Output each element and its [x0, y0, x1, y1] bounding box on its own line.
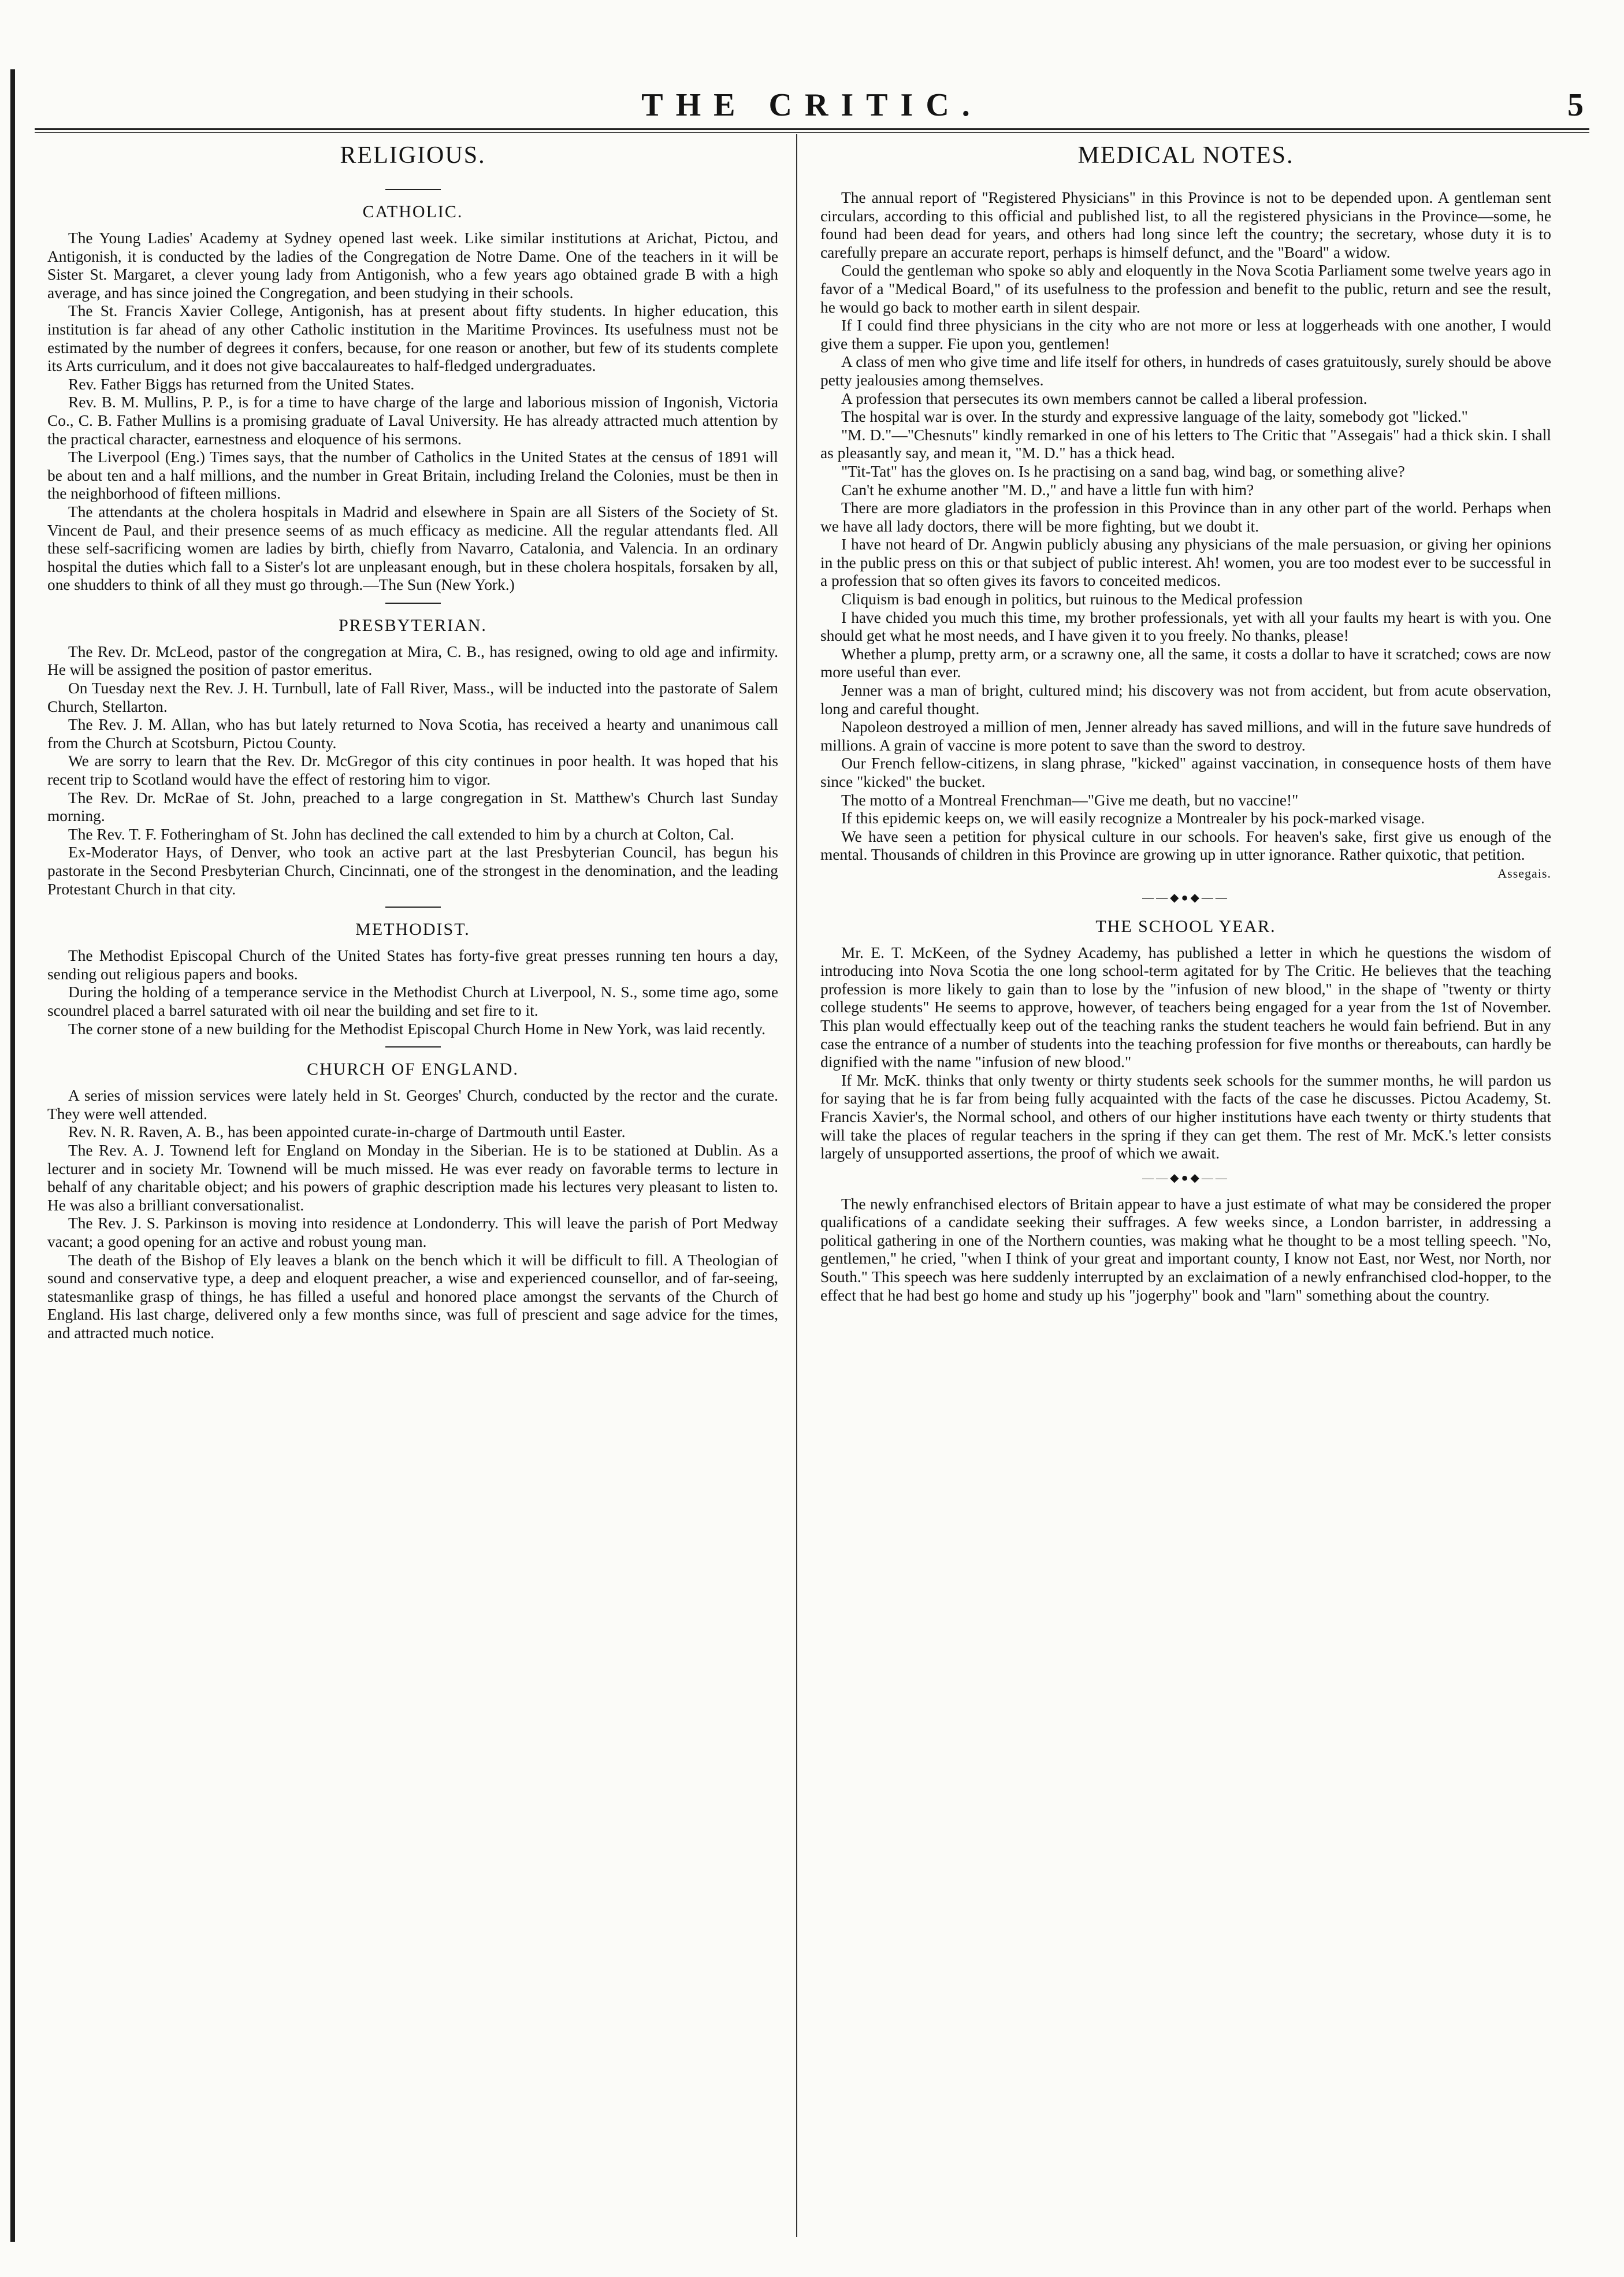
- masthead: [35, 87, 1589, 133]
- binding-edge: [10, 69, 15, 2242]
- medical-notes-heading: MEDICAL NOTES.: [1077, 142, 1294, 169]
- article-paragraph: The Young Ladies' Academy at Sydney opened last week. Like similar institutions at Arichat, Pictou, and Antigonish, it is conducted by the ladies of the Congregation de Notre Dame. One of the teachers in it will be Sister St. Margaret, a clever young lady from Antigonish, who a few years ago obtained grade B with a high average, and has since joined the Congregation, and been studying in their schools.: [47, 229, 778, 302]
- article-paragraph: The death of the Bishop of Ely leaves a blank on the bench which it will be difficult to fill. A Theologian of sound and conservative type, a deep and eloquent preacher, a wise and experienced counsellor, and of far-seeing, statesmanlike grasp of things, he has filled a useful and honored place amongst the servants of the Church of England. His last charge, delivered only a few months since, was full of prescient and sage advice for the times, and attracted much notice.: [47, 1251, 778, 1342]
- author-signature: Assegais.: [1497, 866, 1551, 881]
- section-rule: [385, 907, 441, 908]
- article-paragraph: The Rev. T. F. Fotheringham of St. John has declined the call extended to him by a church at Colton, Cal.: [68, 825, 734, 843]
- article-paragraph: If Mr. McK. thinks that only twenty or thirty students seek schools for the summer months, he will pardon us for saying that he is far from being fully acquainted with the facts of the case he discusses. Pictou Academy, St. Francis Xavier's, the Normal school, and others of our higher institutions have each twenty or thirty students that will take the places of regular teachers in the spring if they can get them. The rest of Mr. McK.'s letter consists largely of unsupported assertions, the proof of which we await.: [820, 1071, 1551, 1162]
- page-number: 5: [1567, 87, 1584, 123]
- section-rule: [385, 603, 441, 604]
- article-paragraph: Could the gentleman who spoke so ably and eloquently in the Nova Scotia Parliament some twelve years ago in favor of a "Medical Board," of its usefulness to the profession and benefit to the public, return and see the result, he would go back to mother earth in silent despair.: [820, 262, 1551, 316]
- article-paragraph: We have seen a petition for physical culture in our schools. For heaven's sake, first give us enough of the mental. Thousands of children in this Province are growing up in utter ignorance. Rather quixotic, that petition.: [820, 827, 1551, 864]
- article-paragraph: Rev. B. M. Mullins, P. P., is for a time to have charge of the large and laborious mission of Ingonish, Victoria Co., C. B. Father Mullins is a promising graduate of Laval University. He has already attracted much attention by the practical character, earnestness and eloquence of his sermons.: [47, 393, 778, 448]
- catholic-heading: CATHOLIC.: [362, 202, 463, 221]
- article-paragraph: Rev. Father Biggs has returned from the United States.: [68, 375, 415, 393]
- article-paragraph: Rev. N. R. Raven, A. B., has been appointed curate-in-charge of Dartmouth until Easter.: [68, 1123, 626, 1141]
- article-paragraph: Ex-Moderator Hays, of Denver, who took an active part at the last Presbyterian Council, has begun his pastorate in the Second Presbyterian Church, Cincinnati, one of the strongest in the denomination, and the leading Protestant Church in that city.: [47, 844, 778, 898]
- article-paragraph: The St. Francis Xavier College, Antigonish, has at present about fifty students. In higher education, this institution is far ahead of any other Catholic institution in the Maritime Provinces. Its usefulness must not be estimated by the number of degrees it confers, because, for one reason or another, but few of its students complete its Arts curriculum, and it does not give baccalaureates to half-fledged undergraduates.: [47, 302, 778, 375]
- school-year-heading: THE SCHOOL YEAR.: [1095, 916, 1276, 936]
- article-paragraph: Napoleon destroyed a million of men, Jenner already has saved millions, and will in the future save hundreds of millions. A grain of vaccine is more potent to save than the sword to destroy.: [820, 718, 1551, 754]
- article-paragraph: The Rev. A. J. Townend left for England on Monday in the Siberian. He is to be stationed at Dublin. As a lecturer and in society Mr. Townend will be much missed. He was ever ready on favorable terms to lecture in behalf of any charitable object; and his powers of graphic description made his lectures very pleasant to listen to. He was also a brilliant conversationalist.: [47, 1141, 778, 1214]
- article-paragraph: The annual report of "Registered Physicians" in this Province is not to be depended upon. A gentleman sent circulars, according to this official and published list, to all the registered physicians in the Province—some, he found had been dead for years, and others had long since left the country; the secretary, whose duty it is to carefully prepare an accurate report, perhaps is himself defunct, and the "Board" a widow.: [820, 189, 1551, 261]
- article-paragraph: Can't he exhume another "M. D.," and have a little fun with him?: [841, 481, 1254, 499]
- article-paragraph: "Tit-Tat" has the gloves on. Is he practising on a sand bag, wind bag, or something alive?: [841, 462, 1405, 480]
- article-paragraph: I have not heard of Dr. Angwin publicly abusing any physicians of the male persuasion, or giving her opinions in the public press on this or that subject of public interest. Ah! women, you are too modest ever to be successful in a profession that so often gives its favors to conceited medicos.: [820, 536, 1551, 590]
- article-paragraph: Our French fellow-citizens, in slang phrase, "kicked" against vaccination, in consequence hosts of them have since "kicked" the bucket.: [820, 755, 1551, 790]
- right-column: [820, 142, 1551, 1305]
- article-paragraph: "M. D."—"Chesnuts" kindly remarked in one of his letters to The Critic that "Assegais" had a thick skin. I shall as pleasantly say, and mean it, "M. D." has a thick head.: [820, 426, 1551, 462]
- article-paragraph: The Rev. Dr. McRae of St. John, preached to a large congregation in St. Matthew's Church last Sunday morning.: [47, 789, 778, 825]
- article-paragraph: The hospital war is over. In the sturdy and expressive language of the laity, somebody got "licked.": [841, 408, 1468, 426]
- article-paragraph: On Tuesday next the Rev. J. H. Turnbull, late of Fall River, Mass., will be inducted into the pastorate of Salem Church, Stellarton.: [47, 679, 778, 715]
- article-paragraph: The Rev. J. S. Parkinson is moving into residence at Londonderry. This will leave the parish of Port Medway vacant; a good opening for an active and robust young man.: [47, 1214, 778, 1250]
- article-paragraph: We are sorry to learn that the Rev. Dr. McGregor of this city continues in poor health. It was hoped that his recent trip to Scotland would have the effect of restoring him to vigor.: [47, 752, 778, 789]
- article-paragraph: The Methodist Episcopal Church of the United States has forty-five great presses running ten hours a day, sending out religious papers and books.: [47, 947, 778, 983]
- section-rule: [385, 1046, 441, 1048]
- methodist-heading: METHODIST.: [355, 920, 470, 939]
- article-paragraph: Whether a plump, pretty arm, or a scrawny one, all the same, it costs a dollar to have it scratched; cows are now more useful than ever.: [820, 645, 1551, 681]
- article-paragraph: Jenner was a man of bright, cultured mind; his discovery was not from accident, but from acute observation, long and careful thought.: [820, 682, 1551, 718]
- article-paragraph: The Liverpool (Eng.) Times says, that the number of Catholics in the United States at the census of 1891 will be about ten and a half millions, and the number in Great Britain, including Ireland the Colonies, must be then in the neighborhood of fifteen millions.: [47, 448, 778, 503]
- article-paragraph: The Rev. J. M. Allan, who has but lately returned to Nova Scotia, has received a hearty and unanimous call from the Church at Scotsburn, Pictou County.: [47, 716, 778, 752]
- section-rule: [385, 189, 441, 190]
- religious-heading: RELIGIOUS.: [340, 142, 486, 169]
- newspaper-title: THE CRITIC.: [641, 87, 983, 123]
- left-column: [47, 142, 778, 1342]
- article-paragraph: The motto of a Montreal Frenchman—"Give me death, but no vaccine!": [841, 791, 1299, 809]
- article-paragraph: A class of men who give time and life itself for others, in hundreds of cases gratuitously, surely should be above petty jealousies among themselves.: [820, 353, 1551, 389]
- article-paragraph: There are more gladiators in the profession in this Province than in any other part of the world. Perhaps when we have all lady doctors, there will be more fighting, but we doubt it.: [820, 499, 1551, 535]
- article-paragraph: A series of mission services were lately held in St. Georges' Church, conducted by the rector and the curate. They were well attended.: [47, 1087, 778, 1123]
- article-paragraph: If this epidemic keeps on, we will easily recognize a Montrealer by his pock-marked visage.: [841, 809, 1425, 827]
- article-paragraph: I have chided you much this time, my brother professionals, yet with all your faults my heart is with you. One should get what he most needs, and I have given it to you freely. No thanks, please!: [820, 608, 1551, 645]
- article-paragraph: The attendants at the cholera hospitals in Madrid and elsewhere in Spain are all Sisters of the Society of St. Vincent de Paul, and their presence seems of as much efficacy as medicine. All the regular attendants fled. All these self-sacrificing women are ladies by birth, chiefly from Navarro, Catalonia, and Valencia. In an ordinary hospital the duties which fall to a Sister's lot are unpleasant enough, but in these cholera hospitals, forsaken by all, one shudders to think of all they must go through.—The Sun (New York.): [47, 503, 778, 594]
- article-paragraph: The newly enfranchised electors of Britain appear to have a just estimate of what may be considered the proper qualifications of a candidate seeking their suffrages. A few weeks since, a London barrister, in addressing a political gathering in one of the Northern counties, was making what he thought to be a most telling speech. "No, gentlemen," he cried, "when I think of your great and important county, I know not East, nor West, nor North, nor South." This speech was here suddenly interrupted by an exclaimation of a newly enfranchised clod-hopper, to the effect that he had best go home and study up his "jogerphy" book and "larn" something about the country.: [820, 1195, 1551, 1304]
- section-ornament: ——◆●◆——: [1142, 1171, 1229, 1184]
- article-paragraph: The corner stone of a new building for the Methodist Episcopal Church Home in New York, was laid recently.: [68, 1020, 765, 1038]
- article-paragraph: A profession that persecutes its own members cannot be called a liberal profession.: [841, 389, 1367, 407]
- column-divider: [796, 134, 797, 2237]
- article-paragraph: If I could find three physicians in the city who are not more or less at loggerheads with one another, I would give them a supper. Fie upon you, gentlemen!: [820, 317, 1551, 352]
- church-of-england-heading: CHURCH OF ENGLAND.: [307, 1060, 519, 1079]
- article-paragraph: Mr. E. T. McKeen, of the Sydney Academy, has published a letter in which he questions the wisdom of introducing into Nova Scotia the one long school-term agitated for by The Critic. He believes that the teaching profession is more likely to gain than to lose by the "infusion of new blood," in the shape of "twenty or thirty college students" He seems to approve, however, of teachers being engaged for a year from the 1st of November. This plan would effectually keep out of the teaching ranks the student teachers he would fain befriend. But in any case the entrance of a number of students into the teaching profession for five months or thereabouts, can hardly be dignified with the name "infusion of new blood.": [820, 944, 1551, 1071]
- article-paragraph: The Rev. Dr. McLeod, pastor of the congregation at Mira, C. B., has resigned, owing to old age and infirmity. He will be assigned the position of pastor emeritus.: [47, 642, 778, 679]
- masthead-rule-thin: [35, 132, 1589, 133]
- section-ornament: ——◆●◆——: [1142, 891, 1229, 904]
- article-paragraph: During the holding of a temperance service in the Methodist Church at Liverpool, N. S., some time ago, some scoundrel placed a barrel saturated with oil near the building and set fire to it.: [47, 983, 778, 1019]
- presbyterian-heading: PRESBYTERIAN.: [339, 615, 487, 635]
- article-paragraph: Cliquism is bad enough in politics, but ruinous to the Medical profession: [841, 590, 1303, 608]
- masthead-rule: [35, 128, 1589, 130]
